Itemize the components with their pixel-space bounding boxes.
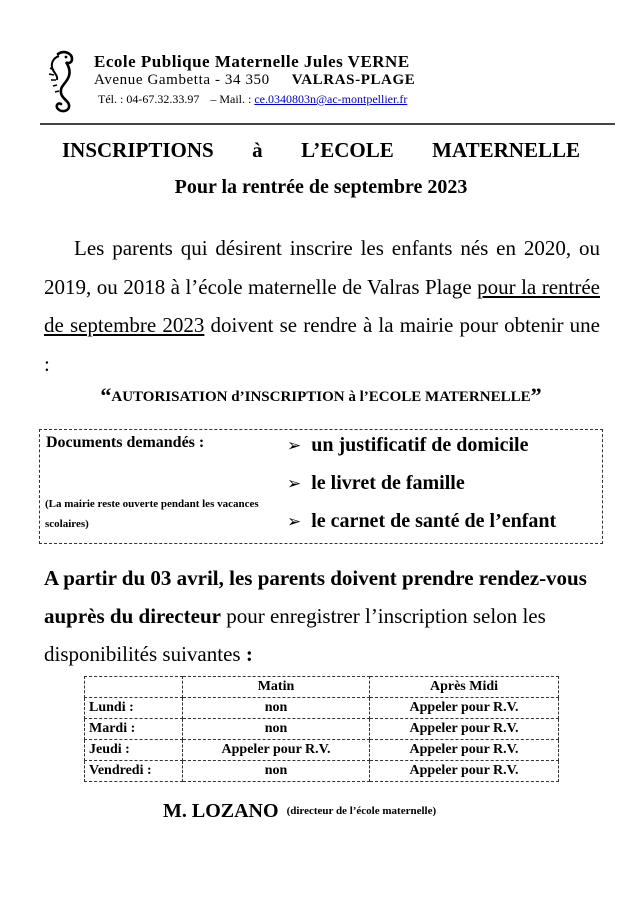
intro-text: Les parents qui désirent inscrire les enfants nés en 2020, ou 2019, ou 2018 à l’école maternelle de Valras Plage — [44, 236, 600, 299]
close-quote: ” — [530, 383, 542, 408]
mail-label: – Mail. : — [210, 92, 252, 106]
director-name: M. LOZANO — [163, 800, 279, 822]
day-cell: Lundi : — [85, 698, 183, 719]
appointment-bold: A partir du 03 avril, les parents doivent prendre rendez-vous auprès du directeur — [44, 566, 587, 628]
intro-text-end: doivent se rendre à la mairie pour obtenir une : — [44, 313, 600, 376]
intro-underlined: pour la rentrée de septembre 2023 — [44, 274, 600, 337]
table-header-row — [85, 677, 559, 698]
arrow-bullet-icon: ➢ — [287, 474, 302, 494]
phone-number: Tél. : 04-67.32.33.97 — [98, 92, 200, 106]
header-cell — [85, 677, 183, 698]
appointment-paragraph — [44, 559, 604, 673]
documents-label: Documents demandés : — [46, 434, 205, 451]
seahorse-icon — [44, 50, 80, 114]
document-item: le carnet de santé de l’enfant — [311, 510, 557, 532]
day-cell: Mardi : — [85, 719, 183, 740]
letterhead — [44, 50, 604, 116]
documents-list — [287, 432, 556, 546]
day-cell: Jeudi : — [85, 740, 183, 761]
school-name: Ecole Publique Maternelle Jules VERNE — [94, 52, 410, 71]
arrow-bullet-icon: ➢ — [287, 512, 302, 532]
matin-cell: non — [183, 719, 370, 740]
page-subtitle: Pour la rentrée de septembre 2023 — [174, 176, 468, 198]
apres-midi-cell: Appeler pour R.V. — [370, 740, 559, 761]
school-address — [94, 72, 415, 89]
matin-cell: non — [183, 761, 370, 782]
apres-midi-cell: Appeler pour R.V. — [370, 719, 559, 740]
header-divider — [40, 123, 615, 125]
matin-cell: non — [183, 698, 370, 719]
appointment-text: pour enregistrer l’inscription selon les disponibilités suivantes — [44, 604, 546, 666]
schedule-table — [84, 676, 559, 782]
director-role: (directeur de l’école maternelle) — [286, 805, 437, 817]
documents-box — [39, 429, 603, 544]
autorisation-heading — [0, 383, 642, 409]
arrow-bullet-icon: ➢ — [287, 436, 302, 456]
title-word: L’ECOLE — [301, 138, 394, 162]
contact-line — [98, 92, 407, 107]
title-word: INSCRIPTIONS — [62, 138, 214, 162]
mairie-note: (La mairie reste ouverte pendant les vacances scolaires) — [45, 498, 259, 530]
list-item — [287, 432, 556, 470]
table-row — [85, 719, 559, 740]
apres-midi-cell: Appeler pour R.V. — [370, 761, 559, 782]
appointment-colon: : — [245, 642, 253, 666]
header-cell-apres-midi: Après Midi — [370, 677, 559, 698]
signature — [163, 800, 436, 823]
mail-link[interactable]: ce.0340803n@ac-montpellier.fr — [254, 92, 408, 106]
apres-midi-cell: Appeler pour R.V. — [370, 698, 559, 719]
title-word: à — [252, 138, 263, 162]
title-word: MATERNELLE — [432, 138, 580, 162]
list-item — [287, 508, 556, 546]
matin-cell: Appeler pour R.V. — [183, 740, 370, 761]
city: VALRAS-PLAGE — [291, 72, 416, 88]
street-address: Avenue Gambetta - 34 350 — [94, 72, 270, 88]
open-quote: “ — [100, 383, 112, 408]
table-row — [85, 761, 559, 782]
list-item — [287, 470, 556, 508]
document-item: le livret de famille — [311, 472, 465, 494]
day-cell: Vendredi : — [85, 761, 183, 782]
document-item: un justificatif de domicile — [311, 434, 529, 456]
intro-paragraph — [44, 229, 600, 383]
header-cell-matin: Matin — [183, 677, 370, 698]
table-row — [85, 698, 559, 719]
autorisation-text: AUTORISATION d’INSCRIPTION à l’ECOLE MATERNELLE — [111, 389, 531, 405]
page-title — [62, 138, 580, 163]
table-row — [85, 740, 559, 761]
